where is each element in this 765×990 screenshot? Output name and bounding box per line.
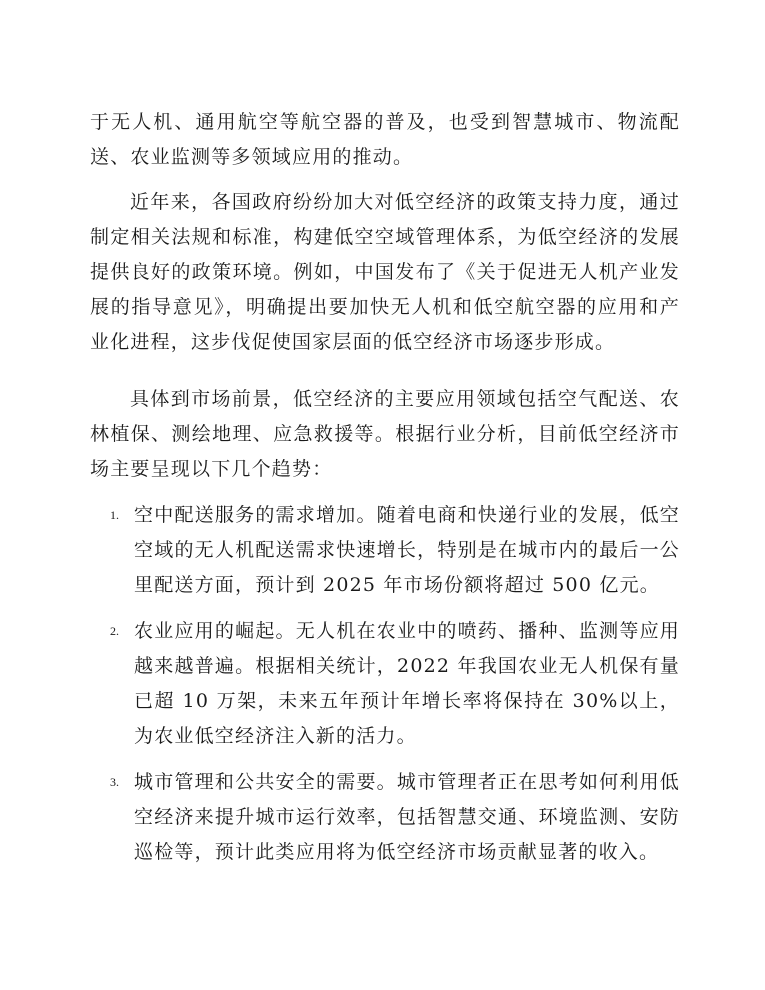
list-item-text: 农业应用的崛起。无人机在农业中的喷药、播种、监测等应用越来越普遍。根据相关统计，2022 年我国农业无人机保有量已超 10 万架，未来五年预计年增长率将保持在 30%以上，为农业低空经济注入新的活力。	[134, 620, 680, 747]
paragraph-market-outlook: 具体到市场前景，低空经济的主要应用领域包括空气配送、农林植保、测绘地理、应急救援等。根据行业分析，目前低空经济市场主要呈现以下几个趋势：	[90, 388, 680, 480]
list-number: 3.	[110, 775, 119, 789]
list-number: 1.	[110, 508, 119, 522]
paragraph-continuation: 于无人机、通用航空等航空器的普及，也受到智慧城市、物流配送、农业监测等多领域应用的推动。	[90, 111, 680, 168]
list-number: 2.	[110, 624, 119, 638]
paragraph-policy-support: 近年来，各国政府纷纷加大对低空经济的政策支持力度，通过制定相关法规和标准，构建低空空域管理体系，为低空经济的发展提供良好的政策环境。例如，中国发布了《关于促进无人机产业发展的指导意见》，明确提出要加快无人机和低空航空器的应用和产业化进程，这步伐促使国家层面的低空经济市场逐步形成。	[90, 191, 680, 353]
list-item-text: 城市管理和公共安全的需要。城市管理者正在思考如何利用低空经济来提升城市运行效率，包括智慧交通、环境监测、安防巡检等，预计此类应用将为低空经济市场贡献显著的收入。	[134, 771, 680, 863]
list-item-text: 空中配送服务的需求增加。随着电商和快递行业的发展，低空空域的无人机配送需求快速增长，特别是在城市内的最后一公里配送方面，预计到 2025 年市场份额将超过 500 亿元。	[134, 504, 680, 596]
